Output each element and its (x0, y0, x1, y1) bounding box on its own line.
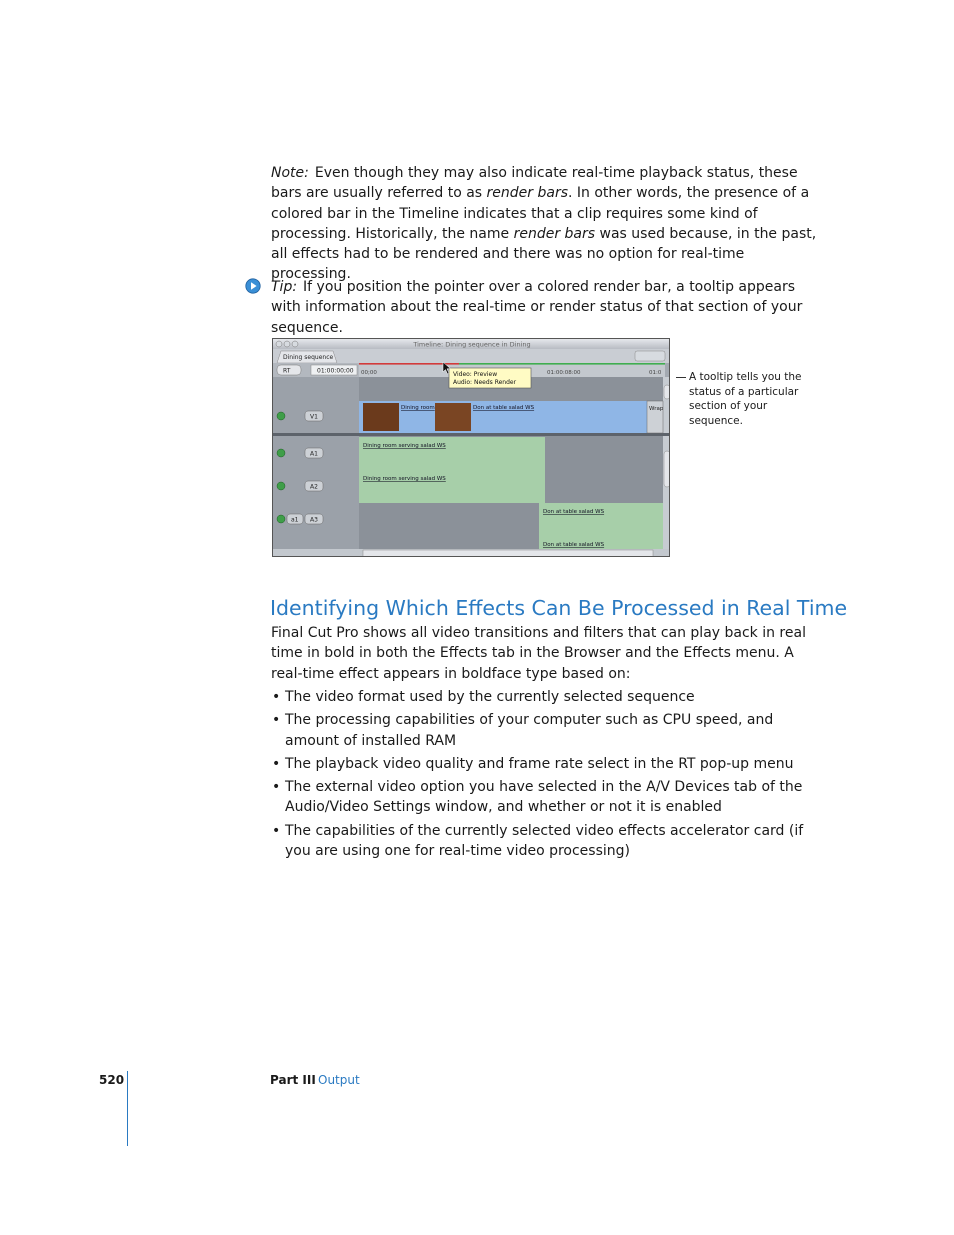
minimize-icon (284, 341, 290, 347)
tip-text: If you position the pointer over a colored render bar, a tooltip appears with information about the real-time or render status of that section of your sequence. (271, 279, 803, 336)
bullet-marker: • (272, 689, 281, 705)
callout-line (676, 377, 686, 378)
timeline-buttons (635, 351, 665, 361)
page-number: 520 (99, 1073, 125, 1087)
criteria-list (271, 687, 823, 864)
clip-thumbnail (435, 403, 471, 431)
horizontal-scrollbar (363, 550, 653, 557)
track-label-a1: A1 (310, 450, 318, 458)
clip-v1-label-a: Dining room (401, 405, 435, 411)
list-item-text: The capabilities of the currently selected video effects accelerator card (if you are using one for real-time video processing) (285, 822, 804, 860)
ruler-mid: 01:00:08:00 (547, 370, 581, 376)
clip-a1 (359, 437, 545, 470)
timecode: 01:00:00;00 (317, 367, 354, 375)
note-paragraph (271, 163, 823, 285)
tooltip-line-1: Video: Preview (453, 371, 498, 378)
note-text-1: Even though they may also indicate real-time playback status, these bars are usually referred to as (271, 165, 798, 202)
window-title: Timeline: Dining sequence in Dining (413, 340, 531, 349)
track-label-v1: V1 (310, 413, 318, 421)
clip-a1-label: Dining room serving salad WS (363, 443, 446, 449)
render-bar-green (459, 363, 665, 365)
track-visibility-icon (277, 449, 285, 457)
close-icon (276, 341, 282, 347)
bullet-marker: • (272, 822, 281, 839)
list-item (271, 754, 823, 774)
note-label: Note: (271, 165, 309, 181)
list-item-text: The processing capabilities of your computer such as CPU speed, and amount of installed RAM (285, 712, 774, 749)
note-emphasis-1: render bars (486, 185, 568, 202)
note-emphasis-2: render bars (513, 225, 596, 242)
clip-a3-label: Don at table salad WS (543, 509, 605, 515)
scroll-thumb-top (664, 385, 670, 399)
clip-v1-label-c: Wrap (649, 406, 664, 412)
track-visibility-icon (277, 515, 285, 523)
footer-section-label: Output (318, 1073, 360, 1087)
bullet-marker: • (272, 755, 281, 772)
track-visibility-icon (277, 482, 285, 490)
tooltip-line-2: Audio: Needs Render (453, 379, 517, 386)
tip-paragraph (271, 277, 823, 338)
tip-label: Tip: (271, 279, 298, 295)
rt-label: RT (283, 367, 291, 375)
list-item (271, 777, 823, 818)
footer-divider (127, 1071, 128, 1146)
bullet-marker: • (272, 712, 281, 729)
track-label-a2: A2 (310, 483, 318, 491)
list-item-text: The video format used by the currently selected sequence (285, 689, 695, 705)
timeline-screenshot (272, 338, 670, 557)
track-label-a3: A3 (310, 516, 318, 524)
note-text-3: was used because, in the past, all effects had to be rendered and there was no option for real-time processing. (271, 225, 817, 283)
list-item (271, 821, 823, 862)
footer-part-label: Part III (270, 1073, 316, 1087)
ruler-start: 00;00 (361, 370, 377, 376)
ruler-end: 01:0 (649, 370, 662, 376)
clip-a2-label: Dining room serving salad WS (363, 476, 446, 482)
tab-label: Dining sequence (283, 354, 334, 361)
clip-v1-label-b: Don at table salad WS (473, 405, 535, 411)
zoom-icon (292, 341, 298, 347)
note-text-2: . In other words, the presence of a colored bar in the Timeline indicates that a clip requires some kind of processing. Historically, the name (271, 185, 810, 242)
list-item-text: The playback video quality and frame rate select in the RT pop-up menu (285, 755, 794, 772)
list-item (271, 687, 823, 707)
intro-paragraph: Final Cut Pro shows all video transitions and filters that can play back in real time in bold in both the Effects tab in the Browser and the Effects menu. A real-time effect appears in boldface type based on: (271, 625, 806, 682)
timeline-window (273, 339, 670, 557)
track-source-a3: a1 (291, 516, 299, 524)
scroll-thumb-bottom (664, 451, 670, 487)
clip-thumbnail (363, 403, 399, 431)
section-heading: Identifying Which Effects Can Be Processed in Real Time (270, 596, 848, 620)
track-visibility-icon (277, 412, 285, 420)
tip-arrow-icon (245, 278, 261, 294)
clip-a3 (539, 503, 663, 536)
list-item (271, 710, 823, 751)
figure-callout: A tooltip tells you the status of a particular section of your sequence. (689, 371, 802, 427)
bullet-marker: • (272, 779, 281, 796)
list-item-text: The external video option you have selected in the A/V Devices tab of the Audio/Video Settings window, and whether or not it is enabled (285, 779, 803, 816)
clip-a2 (359, 470, 545, 503)
clip-a4-label: Don at table salad WS (543, 542, 605, 548)
